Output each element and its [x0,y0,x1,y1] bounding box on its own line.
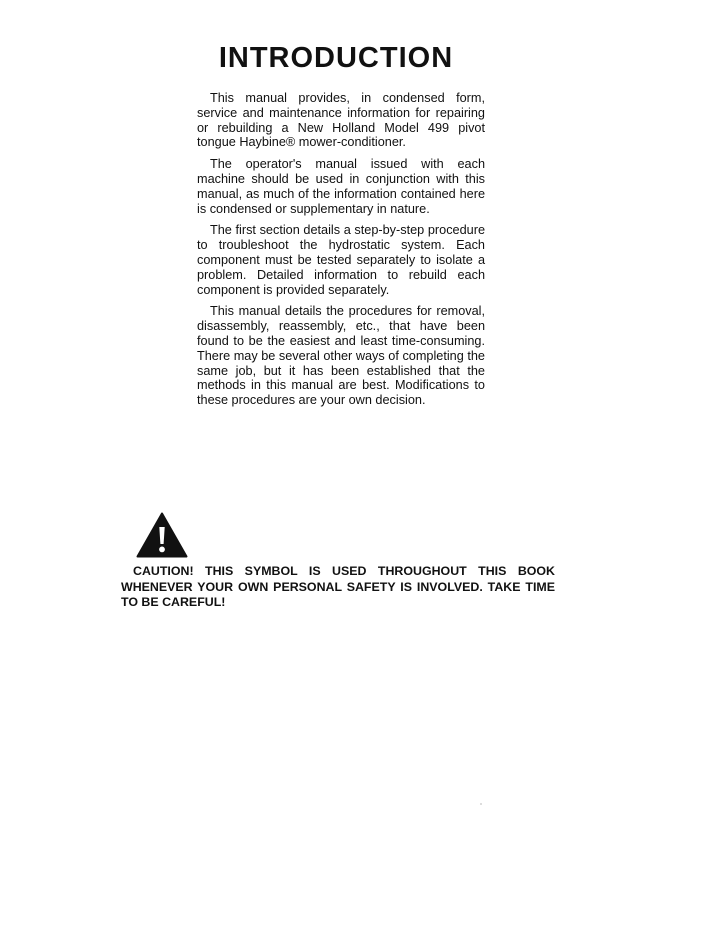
introduction-body [197,91,485,415]
warning-triangle-icon [136,512,188,558]
intro-paragraph-1: This manual provides, in condensed form, service and maintenance information for repairing or rebuilding a New Holland Model 499 pivot tongue Haybine® mower-conditioner. [197,91,485,150]
caution-notice: CAUTION! THIS SYMBOL IS USED THROUGHOUT THIS BOOK WHENEVER YOUR OWN PERSONAL SAFETY IS INVOLVED. TAKE TIME TO BE CAREFUL! [121,564,555,609]
page-title: INTRODUCTION [218,42,454,74]
intro-paragraph-2: The operator's manual issued with each machine should be used in conjunction with this manual, as much of the information contained here is condensed or supplementary in nature. [197,157,485,216]
scan-speck [480,803,482,805]
intro-paragraph-3: The first section details a step-by-step procedure to troubleshoot the hydrostatic system. Each component must be tested separately to isolate a problem. Detailed information to rebuild each component is provided separately. [197,223,485,297]
intro-paragraph-4: This manual details the procedures for removal, disassembly, reassembly, etc., that have been found to be the easiest and least time-consuming. There may be several other ways of completing the same job, but it has been established that the methods in this manual are best. Modifications to these procedures are your own decision. [197,304,485,408]
